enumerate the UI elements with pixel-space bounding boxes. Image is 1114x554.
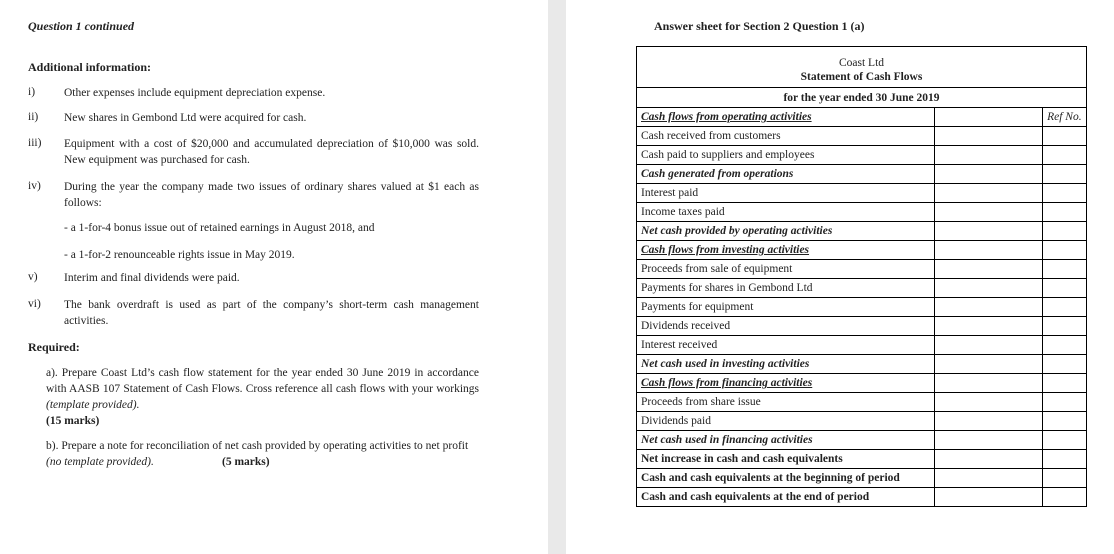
ref-no-cell[interactable] — [1042, 222, 1086, 241]
amount-cell[interactable] — [934, 146, 1042, 165]
part-a-marks: (15 marks) — [46, 415, 100, 427]
ref-no-cell[interactable] — [1042, 431, 1086, 450]
part-b-template-note: (no template provided). — [46, 456, 154, 468]
ref-no-cell[interactable] — [1042, 450, 1086, 469]
ref-no-cell[interactable] — [1042, 355, 1086, 374]
row-label: Cash flows from operating activities — [637, 108, 935, 127]
amount-cell[interactable] — [934, 108, 1042, 127]
row-label: Cash received from customers — [637, 127, 935, 146]
table-row — [637, 203, 1087, 222]
amount-cell[interactable] — [934, 488, 1042, 507]
ref-no-cell[interactable] — [1042, 317, 1086, 336]
ref-no-cell[interactable] — [1042, 127, 1086, 146]
table-row — [637, 108, 1087, 127]
part-b: b). Prepare a note for reconciliation of net cash provided by operating activities to net profit — [46, 440, 469, 452]
row-label: Net cash used in investing activities — [637, 355, 935, 374]
table-row — [637, 241, 1087, 260]
info-item: New shares in Gembond Ltd were acquired for cash. — [64, 112, 307, 124]
amount-cell[interactable] — [934, 222, 1042, 241]
ref-no-cell[interactable] — [1042, 393, 1086, 412]
info-item: Equipment with a cost of $20,000 and accumulated depreciation of $10,000 was sold. New equipment was purchased for cash. — [64, 138, 479, 166]
table-row — [637, 317, 1087, 336]
ref-no-cell[interactable] — [1042, 374, 1086, 393]
row-label: Cash generated from operations — [637, 165, 935, 184]
row-label: Payments for equipment — [637, 298, 935, 317]
amount-cell[interactable] — [934, 469, 1042, 488]
table-row — [637, 222, 1087, 241]
part-a-template-note: (template provided). — [46, 399, 140, 411]
amount-cell[interactable] — [934, 241, 1042, 260]
amount-cell[interactable] — [934, 336, 1042, 355]
info-item: The bank overdraft is used as part of the company’s short-term cash management activities. — [64, 299, 479, 327]
left-page — [0, 0, 548, 554]
amount-cell[interactable] — [934, 184, 1042, 203]
item-number: iv) — [28, 180, 41, 192]
item-number: iii) — [28, 137, 42, 149]
table-row — [637, 412, 1087, 431]
ref-no-header: Ref No. — [1042, 108, 1086, 127]
table-row — [637, 298, 1087, 317]
amount-cell[interactable] — [934, 203, 1042, 222]
amount-cell[interactable] — [934, 450, 1042, 469]
row-label: Proceeds from share issue — [637, 393, 935, 412]
row-label: Interest paid — [637, 184, 935, 203]
info-subitem: - a 1-for-2 renounceable rights issue in May 2019. — [64, 249, 295, 261]
table-row — [637, 184, 1087, 203]
table-row — [637, 393, 1087, 412]
table-row — [637, 450, 1087, 469]
amount-cell[interactable] — [934, 279, 1042, 298]
statement-period: for the year ended 30 June 2019 — [637, 88, 1087, 108]
ref-no-cell[interactable] — [1042, 298, 1086, 317]
item-number: ii) — [28, 111, 39, 123]
amount-cell[interactable] — [934, 298, 1042, 317]
row-label: Cash and cash equivalents at the beginning of period — [637, 469, 935, 488]
row-label: Dividends paid — [637, 412, 935, 431]
item-number: vi) — [28, 298, 41, 310]
company-name: Coast Ltd — [838, 57, 885, 69]
table-title-row — [637, 47, 1087, 88]
amount-cell[interactable] — [934, 412, 1042, 431]
ref-no-cell[interactable] — [1042, 260, 1086, 279]
table-row — [637, 165, 1087, 184]
part-a — [46, 365, 479, 413]
table-row — [637, 146, 1087, 165]
table-row — [637, 488, 1087, 507]
amount-cell[interactable] — [934, 127, 1042, 146]
table-title-cell — [637, 47, 1087, 88]
row-label: Cash and cash equivalents at the end of period — [637, 488, 935, 507]
required-title: Required: — [28, 340, 80, 354]
part-a-text: a). Prepare Coast Ltd’s cash flow statement for the year ended 30 June 2019 in accordance with AASB 107 Statement of Cash Flows. Cross reference all cash flows with your workings — [46, 367, 479, 395]
statement-title: Statement of Cash Flows — [800, 71, 923, 83]
row-label: Net cash used in financing activities — [637, 431, 935, 450]
amount-cell[interactable] — [934, 393, 1042, 412]
row-label: Net increase in cash and cash equivalents — [637, 450, 935, 469]
ref-no-cell[interactable] — [1042, 412, 1086, 431]
item-number: v) — [28, 271, 38, 283]
amount-cell[interactable] — [934, 355, 1042, 374]
ref-no-cell[interactable] — [1042, 279, 1086, 298]
row-label: Interest received — [637, 336, 935, 355]
amount-cell[interactable] — [934, 374, 1042, 393]
row-label: Cash paid to suppliers and employees — [637, 146, 935, 165]
table-row — [637, 355, 1087, 374]
additional-info-title: Additional information: — [28, 60, 152, 74]
table-period-row — [637, 88, 1087, 108]
answer-sheet-header: Answer sheet for Section 2 Question 1 (a) — [654, 19, 865, 33]
ref-no-cell[interactable] — [1042, 241, 1086, 260]
item-number: i) — [28, 86, 36, 98]
amount-cell[interactable] — [934, 260, 1042, 279]
ref-no-cell[interactable] — [1042, 184, 1086, 203]
info-subitem: - a 1-for-4 bonus issue out of retained earnings in August 2018, and — [64, 222, 375, 234]
amount-cell[interactable] — [934, 317, 1042, 336]
table-row — [637, 469, 1087, 488]
table-row — [637, 260, 1087, 279]
table-row — [637, 431, 1087, 450]
info-item: Interim and final dividends were paid. — [64, 272, 240, 284]
row-label: Net cash provided by operating activities — [637, 222, 935, 241]
table-row — [637, 336, 1087, 355]
info-item: During the year the company made two issues of ordinary shares valued at $1 each as follows: — [64, 181, 479, 209]
row-label: Income taxes paid — [637, 203, 935, 222]
table-body — [637, 108, 1087, 507]
row-label: Cash flows from investing activities — [637, 241, 935, 260]
row-label: Cash flows from financing activities — [637, 374, 935, 393]
ref-no-cell[interactable] — [1042, 146, 1086, 165]
info-item: Other expenses include equipment depreciation expense. — [64, 87, 326, 99]
ref-no-cell[interactable] — [1042, 165, 1086, 184]
row-label: Dividends received — [637, 317, 935, 336]
row-label: Payments for shares in Gembond Ltd — [637, 279, 935, 298]
amount-cell[interactable] — [934, 165, 1042, 184]
left-page-header: Question 1 continued — [28, 19, 135, 33]
ref-no-cell[interactable] — [1042, 336, 1086, 355]
part-b-marks: (5 marks) — [222, 456, 270, 468]
cash-flow-statement-table — [636, 46, 1087, 507]
table-row — [637, 127, 1087, 146]
ref-no-cell[interactable] — [1042, 488, 1086, 507]
table-row — [637, 374, 1087, 393]
ref-no-cell[interactable] — [1042, 469, 1086, 488]
amount-cell[interactable] — [934, 431, 1042, 450]
ref-no-cell[interactable] — [1042, 203, 1086, 222]
table-row — [637, 279, 1087, 298]
row-label: Proceeds from sale of equipment — [637, 260, 935, 279]
